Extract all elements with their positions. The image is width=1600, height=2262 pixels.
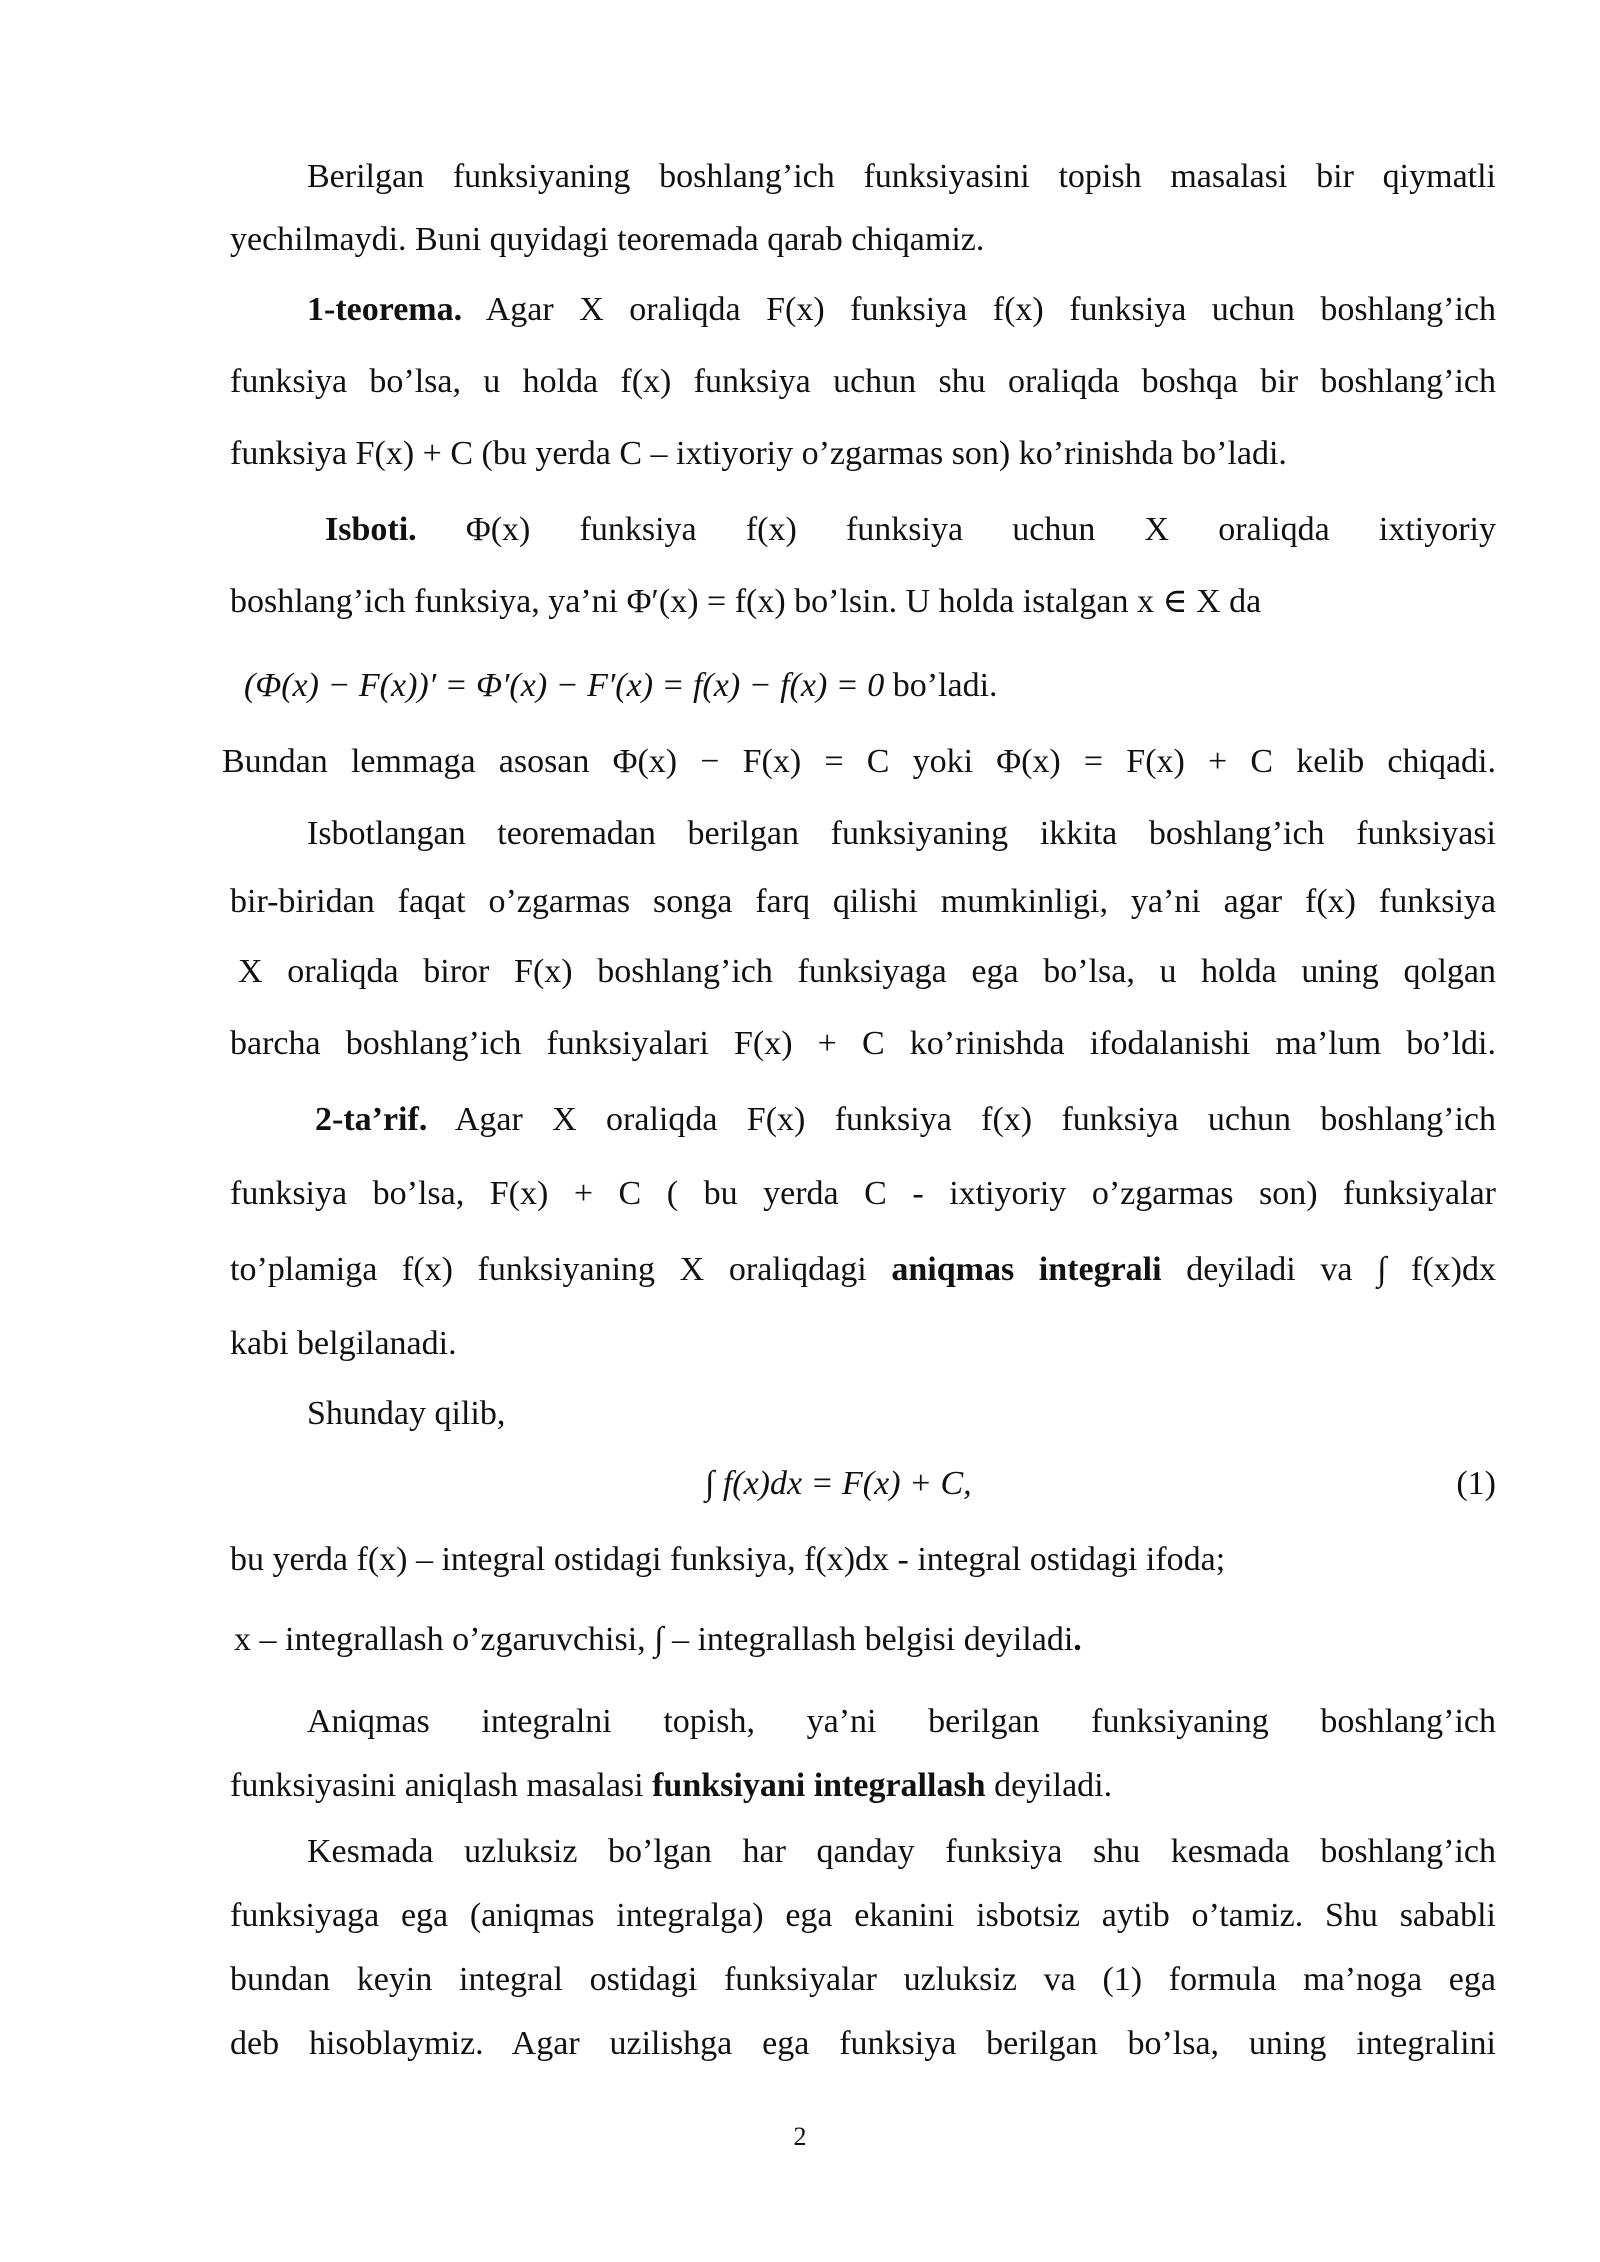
- paragraph-3-line-1: Aniqmas integralni topish, ya’ni berilgan funksiyaning boshlang’ich: [307, 1703, 1496, 1740]
- proof-line-3: [244, 664, 998, 708]
- explain-bold-dot: .: [1073, 1621, 1082, 1658]
- proof-line-4: Bundan lemmaga asosan Φ(x) − F(x) = C yoki Φ(x) = F(x) + C kelib chiqadi.: [222, 743, 1496, 780]
- theorem-1-line-3: funksiya F(x) + C (bu yerda C – ixtiyoriy o’zgarmas son) ko’rinishda bo’ladi.: [230, 435, 1287, 472]
- paragraph-2-line-1: Isbotlangan teoremadan berilgan funksiyaning ikkita boshlang’ich funksiyasi: [307, 815, 1496, 852]
- definition-2-line-1: [315, 1098, 1496, 1142]
- paragraph-4-line-3: bundan keyin integral ostidagi funksiyalar uzluksiz va (1) formula ma’noga ega: [230, 1961, 1496, 1998]
- definition-2-text-3a: to’plamiga f(x) funksiyaning X oraliqdagi: [230, 1251, 867, 1288]
- paragraph-4-line-4: deb hisoblaymiz. Agar uzilishga ega funksiya berilgan bo’lsa, uning integralini: [230, 2025, 1496, 2062]
- paragraph-2-line-3: X oraliqda biror F(x) boshlang’ich funksiyaga ega bo’lsa, u holda uning qolgan: [238, 953, 1496, 990]
- proof-text-1: Φ(x) funksiya f(x) funksiya uchun X oraliqda ixtiyoriy: [465, 511, 1497, 548]
- term-aniqmas-integrali: aniqmas integrali: [891, 1251, 1162, 1288]
- paragraph-intro-line-1: Berilgan funksiyaning boshlang’ich funksiyasini topish masalasi bir qiymatli: [307, 158, 1496, 195]
- explain-line-1: bu yerda f(x) – integral ostidagi funksiya, f(x)dx - integral ostidagi ifoda;: [230, 1541, 1226, 1578]
- page-number: 2: [793, 2122, 807, 2151]
- theorem-1-line-1: [307, 288, 1496, 332]
- paragraph-intro-line-2: yechilmaydi. Buni quyidagi teoremada qarab chiqamiz.: [230, 221, 985, 258]
- paragraph-4-line-1: Kesmada uzluksiz bo’lgan har qanday funksiya shu kesmada boshlang’ich: [307, 1833, 1496, 1870]
- derivative-formula: (Φ(x) − F(x))′ = Φ′(x) − F′(x) = f(x) − f(x) = 0: [244, 667, 885, 704]
- explain-line-2: [234, 1618, 1082, 1662]
- definition-2-line-2: funksiya bo’lsa, F(x) + C ( bu yerda C - ixtiyoriy o’zgarmas son) funksiyalar: [230, 1175, 1496, 1212]
- theorem-1-text-1: Agar X oraliqda F(x) funksiya f(x) funksiya uchun boshlang’ich: [485, 291, 1497, 328]
- shunday-line: Shunday qilib,: [307, 1395, 506, 1432]
- proof-line-1: [325, 508, 1496, 552]
- paragraph-3-text-a: funksiyasini aniqlash masalasi: [230, 1767, 644, 1804]
- theorem-1-label: 1-teorema.: [307, 291, 463, 328]
- formula-1-number: (1): [1456, 1465, 1496, 1502]
- explain-text-2: x – integrallash o’zgaruvchisi, ∫ – integrallash belgisi deyiladi: [234, 1621, 1074, 1658]
- definition-2-label: 2-ta’rif.: [315, 1101, 428, 1138]
- paragraph-4-line-2: funksiyaga ega (aniqmas integralga) ega ekanini isbotsiz aytib o’tamiz. Shu sababli: [230, 1897, 1496, 1934]
- proof-line-2: boshlang’ich funksiya, ya’ni Φ′(x) = f(x) bo’lsin. U holda istalgan x ∈ X da: [230, 583, 1262, 620]
- paragraph-3-text-b: deyiladi.: [994, 1767, 1113, 1804]
- definition-2-line-3: [230, 1248, 1496, 1292]
- paragraph-2-line-4: barcha boshlang’ich funksiyalari F(x) + C ko’rinishda ifodalanishi ma’lum bo’ldi.: [230, 1025, 1496, 1062]
- formula-1-expression: ∫ f(x)dx = F(x) + C,: [705, 1465, 972, 1502]
- theorem-1-line-2: funksiya bo’lsa, u holda f(x) funksiya uchun shu oraliqda boshqa bir boshlang’ich: [230, 363, 1496, 400]
- proof-label: Isboti.: [325, 511, 417, 548]
- paragraph-2-line-2: bir-biridan faqat o’zgarmas songa farq qilishi mumkinligi, ya’ni agar f(x) funksiya: [230, 883, 1496, 920]
- definition-2-line-4: kabi belgilanadi.: [230, 1325, 457, 1362]
- proof-text-3: bo’ladi.: [892, 667, 998, 704]
- formula-1: [705, 1462, 972, 1506]
- paragraph-3-line-2: [230, 1764, 1112, 1808]
- definition-2-text-1: Agar X oraliqda F(x) funksiya f(x) funksiya uchun boshlang’ich: [454, 1101, 1496, 1138]
- term-funksiyani-integrallash: funksiyani integrallash: [652, 1767, 986, 1804]
- definition-2-text-3b: deyiladi va ∫ f(x)dx: [1186, 1251, 1496, 1288]
